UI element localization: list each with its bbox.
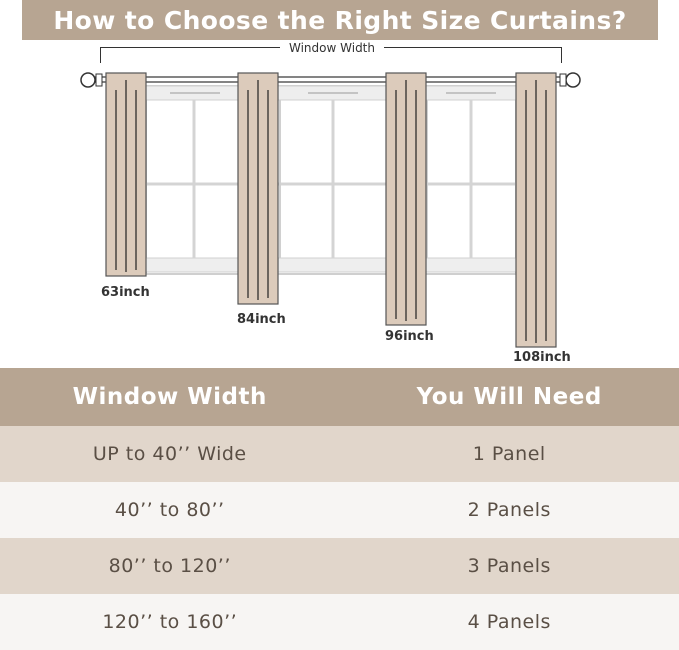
table-row — [0, 482, 679, 538]
curtain-panel-84 — [238, 73, 278, 304]
length-label-108: 108inch — [513, 350, 571, 365]
table-row — [0, 538, 679, 594]
window-frame — [146, 86, 516, 274]
size-table — [0, 368, 679, 650]
panels-needed-cell: 3 Panels — [467, 555, 551, 577]
title-banner — [22, 0, 658, 40]
length-label-63: 63inch — [101, 285, 150, 300]
panels-needed-cell: 1 Panel — [472, 443, 546, 465]
window-width-label: Window Width — [280, 40, 384, 56]
window-width-cell: 80’’ to 120’’ — [108, 555, 231, 577]
column-header-you-will-need: You Will Need — [416, 384, 602, 410]
table-row — [0, 594, 679, 650]
curtain-panel-63 — [106, 73, 146, 276]
curtain-rod — [81, 73, 580, 87]
page-title: How to Choose the Right Size Curtains? — [53, 5, 627, 35]
length-label-84: 84inch — [237, 312, 286, 327]
panels-needed-cell: 2 Panels — [467, 499, 551, 521]
curtain-illustration — [0, 60, 679, 360]
window-width-cell: UP to 40’’ Wide — [92, 443, 247, 465]
column-header-window-width: Window Width — [72, 384, 267, 410]
curtain-panel-108 — [516, 73, 556, 347]
curtain-panel-96 — [386, 73, 426, 325]
table-header-row — [0, 368, 679, 426]
table-row — [0, 426, 679, 482]
window-width-cell: 120’’ to 160’’ — [102, 611, 238, 633]
length-label-96: 96inch — [385, 329, 434, 344]
panels-needed-cell: 4 Panels — [467, 611, 551, 633]
window-width-cell: 40’’ to 80’’ — [114, 499, 225, 521]
